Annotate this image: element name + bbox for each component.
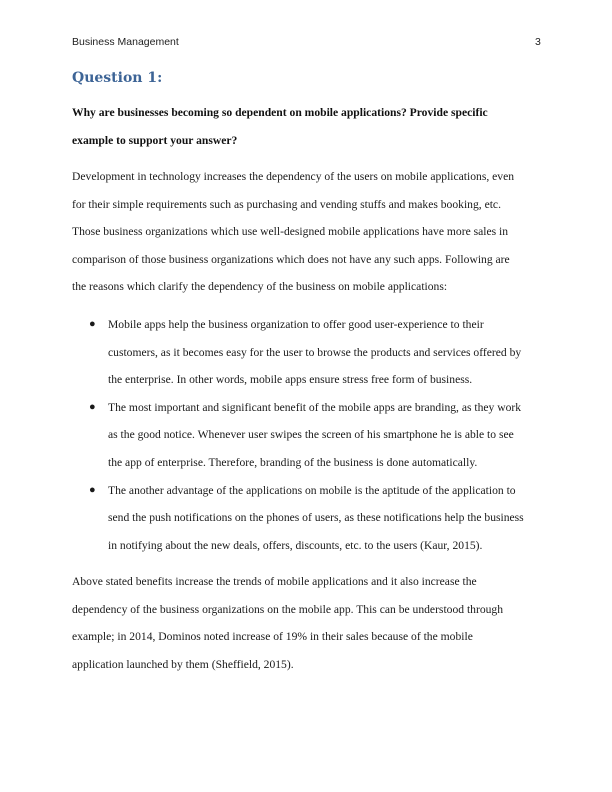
running-header-title: Business Management (72, 36, 179, 48)
text-line: dependency of the business organizations on the mobile app. This can be understood through (72, 602, 504, 616)
text-line: The another advantage of the applications on mobile is the aptitude of the application to (108, 483, 516, 497)
list-item (72, 311, 552, 394)
page-number: 3 (535, 36, 541, 48)
question-heading: Question 1: (72, 70, 163, 86)
list-item (72, 394, 552, 477)
question-text (72, 99, 547, 154)
text-line: comparison of those business organizations which does not have any such apps. Following are (72, 252, 510, 266)
text-line: Those business organizations which use well-designed mobile applications have more sales in (72, 225, 509, 239)
text-line: Mobile apps help the business organization to offer good user-experience to their (108, 318, 484, 331)
text-line: customers, as it becomes easy for the user to browse the products and services offered by (108, 345, 522, 359)
intro-paragraph (72, 163, 547, 301)
text-line: send the push notifications on the phones of users, as these notifications help the business (108, 511, 524, 525)
text-line: for their simple requirements such as purchasing and vending stuffs and makes booking, etc. (72, 197, 501, 211)
text-line: application launched by them (Sheffield, 2015). (72, 657, 294, 671)
bullet-icon: ● (89, 483, 96, 496)
question-line: example to support your answer? (72, 133, 238, 147)
list-item (72, 477, 552, 560)
text-line: in notifying about the new deals, offers, discounts, etc. to the users (Kaur, 2015). (108, 538, 483, 552)
text-line: the reasons which clarify the dependency of the business on mobile applications: (72, 280, 448, 294)
text-line: example; in 2014, Dominos noted increase of 19% in their sales because of the mobile (72, 630, 473, 644)
question-line: Why are businesses becoming so dependent on mobile applications? Provide specific (72, 106, 488, 119)
text-line: the app of enterprise. Therefore, branding of the business is done automatically. (108, 455, 478, 469)
bullet-list (72, 311, 552, 559)
text-line: the enterprise. In other words, mobile apps ensure stress free form of business. (108, 373, 473, 387)
text-line: as the good notice. Whenever user swipes the screen of his smartphone he is able to see (108, 428, 514, 442)
bullet-icon: ● (89, 400, 96, 413)
text-line: Above stated benefits increase the trends of mobile applications and it also increase the (72, 575, 477, 588)
text-line: Development in technology increases the dependency of the users on mobile applications, even (72, 170, 515, 183)
text-line: The most important and significant benefit of the mobile apps are branding, as they work (108, 400, 522, 414)
conclusion-paragraph (72, 568, 547, 678)
bullet-icon: ● (89, 318, 96, 330)
